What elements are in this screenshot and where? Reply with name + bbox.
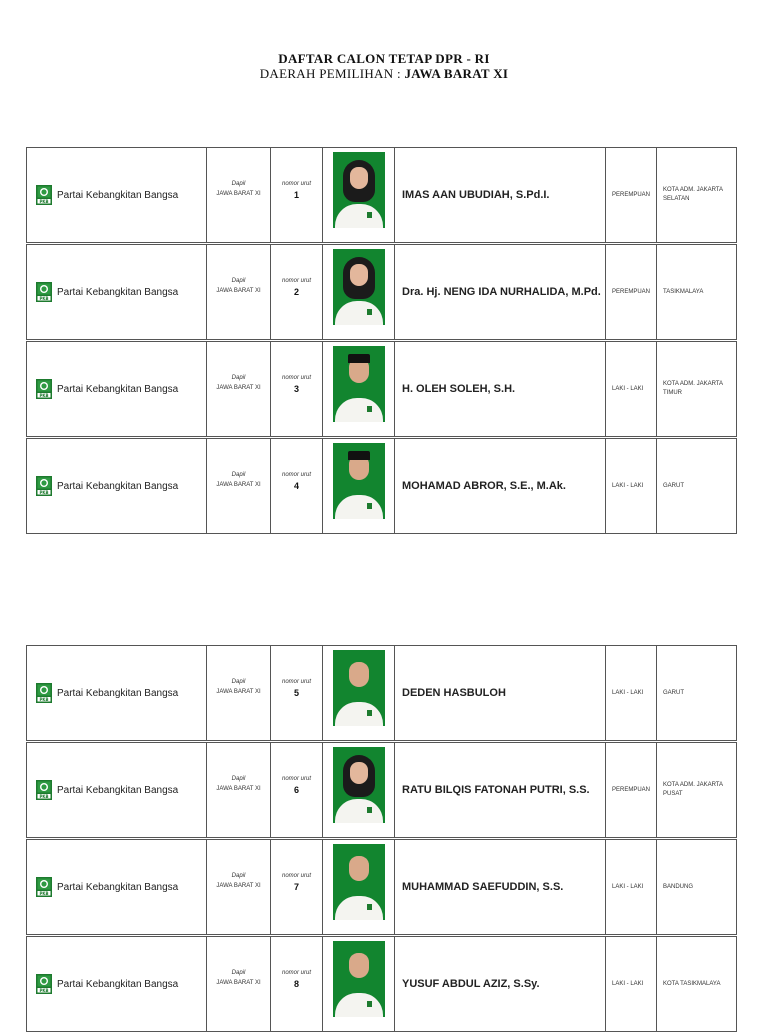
- party-name: Partai Kebangkitan Bangsa: [57, 881, 179, 893]
- party-name: Partai Kebangkitan Bangsa: [57, 687, 179, 699]
- candidate-photo: [333, 346, 385, 422]
- candidate-table-2: [26, 645, 737, 1033]
- name-cell: [395, 342, 606, 436]
- candidate-gender: PEREMPUAN: [612, 787, 651, 793]
- region-cell: [657, 148, 736, 242]
- name-cell: [395, 840, 606, 934]
- candidate-photo: [333, 747, 385, 823]
- party-name: Partai Kebangkitan Bangsa: [57, 480, 179, 492]
- candidate-name: H. OLEH SOLEH, S.H.: [402, 382, 516, 395]
- dapil-cell: [207, 342, 271, 436]
- candidate-number: 4: [293, 481, 299, 491]
- dapil-cell: [207, 937, 271, 1031]
- pkb-logo-icon: [36, 780, 52, 800]
- dapil-label: Dapil: [231, 375, 246, 381]
- dapil-label: Dapil: [231, 278, 246, 284]
- nomor-urut-label: nomor urut: [281, 776, 311, 782]
- dapil-label: Dapil: [231, 679, 246, 685]
- party-cell: [27, 937, 207, 1031]
- document-subtitle: [0, 66, 768, 81]
- photo-cell: [323, 840, 395, 934]
- candidate-photo: [333, 941, 385, 1017]
- candidate-region: GARUT: [663, 482, 684, 489]
- candidate-row: [26, 645, 737, 741]
- dapil-value: JAWA BARAT XI: [216, 288, 261, 294]
- party-name: Partai Kebangkitan Bangsa: [57, 383, 179, 395]
- candidate-region: TASIKMALAYA: [663, 288, 704, 295]
- nomor-urut-label: nomor urut: [281, 679, 311, 685]
- candidate-row: [26, 839, 737, 935]
- number-cell: [271, 342, 323, 436]
- svg-text:PKB: PKB: [39, 393, 49, 398]
- party-cell: [27, 840, 207, 934]
- party-cell: [27, 148, 207, 242]
- candidate-row: [26, 438, 737, 534]
- dapil-value: JAWA BARAT XI: [216, 786, 261, 792]
- candidate-region: KOTA ADM. JAKARTA PUSAT: [663, 782, 723, 797]
- candidate-name: MUHAMMAD SAEFUDDIN, S.S.: [402, 880, 564, 893]
- dapil-label: Dapil: [231, 181, 246, 187]
- nomor-urut-label: nomor urut: [281, 970, 311, 976]
- candidate-table-1: [26, 147, 737, 535]
- gender-cell: [606, 148, 657, 242]
- party-name: Partai Kebangkitan Bangsa: [57, 286, 179, 298]
- candidate-photo: [333, 650, 385, 726]
- photo-cell: [323, 937, 395, 1031]
- name-cell: [395, 245, 606, 339]
- candidate-number: 2: [293, 287, 299, 297]
- dapil-value: JAWA BARAT XI: [216, 980, 261, 986]
- nomor-urut-label: nomor urut: [281, 472, 311, 478]
- dapil-value: JAWA BARAT XI: [216, 191, 261, 197]
- candidate-number: 8: [293, 979, 299, 989]
- candidate-name: IMAS AAN UBUDIAH, S.Pd.I.: [402, 188, 550, 201]
- candidate-number: 7: [293, 882, 299, 892]
- candidate-region: GARUT: [663, 689, 684, 696]
- region-cell: [657, 342, 736, 436]
- region-cell: [657, 840, 736, 934]
- dapil-label: Dapil: [231, 776, 246, 782]
- name-cell: [395, 646, 606, 740]
- number-cell: [271, 743, 323, 837]
- candidate-gender: LAKI - LAKI: [612, 690, 644, 696]
- gender-cell: [606, 342, 657, 436]
- name-cell: [395, 937, 606, 1031]
- candidate-region: BANDUNG: [663, 883, 694, 890]
- svg-text:PKB: PKB: [39, 988, 49, 993]
- gender-cell: [606, 937, 657, 1031]
- subtitle-prefix: DAERAH PEMILIHAN :: [259, 66, 401, 81]
- dapil-label: Dapil: [231, 970, 246, 976]
- nomor-urut-label: nomor urut: [281, 181, 311, 187]
- pkb-logo-icon: [36, 877, 52, 897]
- pkb-logo-icon: [36, 974, 52, 994]
- nomor-urut-label: nomor urut: [281, 375, 311, 381]
- svg-text:PKB: PKB: [39, 697, 49, 702]
- name-cell: [395, 439, 606, 533]
- dapil-cell: [207, 743, 271, 837]
- number-cell: [271, 148, 323, 242]
- candidate-row: [26, 742, 737, 838]
- candidate-number: 3: [293, 384, 299, 394]
- candidate-row: [26, 147, 737, 243]
- dapil-cell: [207, 439, 271, 533]
- candidate-region: KOTA ADM. JAKARTA TIMUR: [663, 381, 723, 396]
- gender-cell: [606, 439, 657, 533]
- region-cell: [657, 439, 736, 533]
- candidate-gender: LAKI - LAKI: [612, 981, 644, 987]
- dapil-cell: [207, 840, 271, 934]
- svg-text:PKB: PKB: [39, 891, 49, 896]
- photo-cell: [323, 743, 395, 837]
- dapil-label: Dapil: [231, 873, 246, 879]
- document-title: DAFTAR CALON TETAP DPR - RI: [278, 51, 490, 66]
- gender-cell: [606, 646, 657, 740]
- candidate-region: KOTA TASIKMALAYA: [663, 980, 721, 987]
- candidate-name: YUSUF ABDUL AZIZ, S.Sy.: [402, 977, 540, 990]
- candidate-photo: [333, 152, 385, 228]
- svg-text:PKB: PKB: [39, 490, 49, 495]
- candidate-gender: PEREMPUAN: [612, 192, 651, 198]
- party-name: Partai Kebangkitan Bangsa: [57, 189, 179, 201]
- dapil-label: Dapil: [231, 472, 246, 478]
- number-cell: [271, 646, 323, 740]
- candidate-name: MOHAMAD ABROR, S.E., M.Ak.: [402, 479, 566, 492]
- photo-cell: [323, 342, 395, 436]
- candidate-number: 1: [293, 190, 299, 200]
- number-cell: [271, 937, 323, 1031]
- photo-cell: [323, 148, 395, 242]
- candidate-name: DEDEN HASBULOH: [402, 686, 506, 699]
- party-name: Partai Kebangkitan Bangsa: [57, 978, 179, 990]
- pkb-logo-icon: [36, 282, 52, 302]
- dapil-value: JAWA BARAT XI: [216, 385, 261, 391]
- party-cell: [27, 646, 207, 740]
- candidate-photo: [333, 249, 385, 325]
- candidate-photo: [333, 844, 385, 920]
- candidate-row: [26, 936, 737, 1032]
- dapil-cell: [207, 646, 271, 740]
- dapil-cell: [207, 245, 271, 339]
- pkb-logo-icon: [36, 379, 52, 399]
- region-cell: [657, 245, 736, 339]
- name-cell: [395, 148, 606, 242]
- candidate-gender: LAKI - LAKI: [612, 386, 644, 392]
- dapil-value: JAWA BARAT XI: [216, 482, 261, 488]
- candidate-name: RATU BILQIS FATONAH PUTRI, S.S.: [402, 783, 590, 796]
- candidate-gender: LAKI - LAKI: [612, 483, 644, 489]
- subtitle-region: JAWA BARAT XI: [404, 66, 509, 81]
- gender-cell: [606, 743, 657, 837]
- photo-cell: [323, 245, 395, 339]
- name-cell: [395, 743, 606, 837]
- svg-text:PKB: PKB: [39, 199, 49, 204]
- gender-cell: [606, 840, 657, 934]
- candidate-name: Dra. Hj. NENG IDA NURHALIDA, M.Pd.: [402, 285, 601, 298]
- candidate-photo: [333, 443, 385, 519]
- region-cell: [657, 743, 736, 837]
- svg-text:PKB: PKB: [39, 296, 49, 301]
- photo-cell: [323, 439, 395, 533]
- region-cell: [657, 937, 736, 1031]
- pkb-logo-icon: [36, 185, 52, 205]
- number-cell: [271, 245, 323, 339]
- dapil-value: JAWA BARAT XI: [216, 689, 261, 695]
- candidate-region: KOTA ADM. JAKARTA SELATAN: [663, 187, 723, 202]
- number-cell: [271, 439, 323, 533]
- party-cell: [27, 439, 207, 533]
- party-cell: [27, 342, 207, 436]
- candidate-number: 5: [293, 688, 299, 698]
- dapil-cell: [207, 148, 271, 242]
- pkb-logo-icon: [36, 683, 52, 703]
- svg-text:PKB: PKB: [39, 794, 49, 799]
- candidate-number: 6: [293, 785, 299, 795]
- number-cell: [271, 840, 323, 934]
- candidate-row: [26, 244, 737, 340]
- party-name: Partai Kebangkitan Bangsa: [57, 784, 179, 796]
- gender-cell: [606, 245, 657, 339]
- party-cell: [27, 245, 207, 339]
- candidate-gender: LAKI - LAKI: [612, 884, 644, 890]
- dapil-value: JAWA BARAT XI: [216, 883, 261, 889]
- pkb-logo-icon: [36, 476, 52, 496]
- nomor-urut-label: nomor urut: [281, 873, 311, 879]
- region-cell: [657, 646, 736, 740]
- photo-cell: [323, 646, 395, 740]
- party-cell: [27, 743, 207, 837]
- candidate-gender: PEREMPUAN: [612, 289, 651, 295]
- document-header: [0, 51, 768, 81]
- candidate-row: [26, 341, 737, 437]
- nomor-urut-label: nomor urut: [281, 278, 311, 284]
